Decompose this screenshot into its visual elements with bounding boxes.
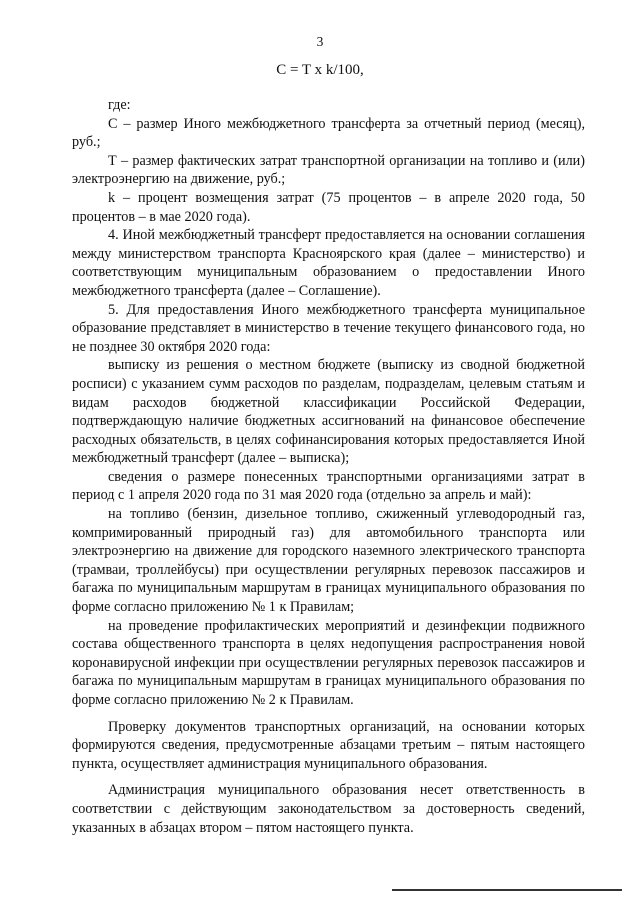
paragraph-document-check: Проверку документов транспортных организаций, на основании которых формируются сведения, предусмотренные абзацами третьим – пятым настоящего пункта, осуществляет администрация муниципального образования. bbox=[72, 718, 585, 772]
paragraph-responsibility: Администрация муниципального образования несет ответственность в соответствии с действующим законодательством за достоверность сведений, указанных в абзацах втором – пятом настоящего пункта. bbox=[72, 782, 585, 836]
paragraph-item-5: 5. Для предоставления Иного межбюджетного трансферта муниципальное образование представляет в министерство в течение текущего финансового года, но не позднее 30 октября 2020 года: bbox=[72, 301, 585, 355]
paragraph-budget-extract: выписку из решения о местном бюджете (выписку из сводной бюджетной росписи) с указанием сумм расходов по разделам, подразделам, целевым статьям и видам расходов бюджетной классификации Российской Федерации, подтверждающую наличие бюджетных ассигнований на финансовое обеспечение расходных обязательств, в целях софинансирования которых предоставляется Иной межбюджетный трансферт (далее – выписка); bbox=[72, 357, 585, 467]
page-number: 3 bbox=[316, 34, 324, 49]
paragraph-t-definition: Т – размер фактических затрат транспортной организации на топливо и (или) электроэнергию на движение, руб.; bbox=[72, 152, 585, 188]
paragraph-costs-info: сведения о размере понесенных транспортными организациями затрат в период с 1 апреля 2020 года по 31 мая 2020 года (отдельно за апрель и май): bbox=[72, 468, 585, 504]
paragraph-k-definition: k – процент возмещения затрат (75 процентов – в апреле 2020 года, 50 процентов – в мае 2020 года). bbox=[72, 189, 585, 225]
paragraph-disinfection-costs: на проведение профилактических мероприятий и дезинфекции подвижного состава общественного транспорта в целях недопущения распространения новой коронавирусной инфекции при осуществлении регулярных перевозок пассажиров и багажа по муниципальным маршрутам в границах муниципального образования по форме согласно приложению № 2 к Правилам. bbox=[72, 617, 585, 708]
document-body bbox=[72, 96, 585, 837]
paragraph-item-4: 4. Иной межбюджетный трансферт предоставляется на основании соглашения между министерством транспорта Красноярского края (далее – министерство) и соответствующим муниципальным образованием о предоставлении Иного межбюджетного трансферта (далее – Соглашение). bbox=[72, 227, 585, 299]
paragraph-c-definition: С – размер Иного межбюджетного трансферта за отчетный период (месяц), руб.; bbox=[72, 115, 585, 151]
paragraph-where: где: bbox=[108, 97, 131, 113]
formula: C = T x k/100, bbox=[276, 62, 364, 78]
footer-rule bbox=[392, 889, 622, 891]
paragraph-fuel-costs: на топливо (бензин, дизельное топливо, сжиженный углеводородный газ, компримированный природный газ) для автомобильного транспорта или электроэнергию на движение для городского наземного электрического транспорта (трамваи, троллейбусы) при осуществлении регулярных перевозок пассажиров и багажа по муниципальным маршрутам в границах муниципального образования по форме согласно приложению № 1 к Правилам; bbox=[72, 506, 585, 616]
